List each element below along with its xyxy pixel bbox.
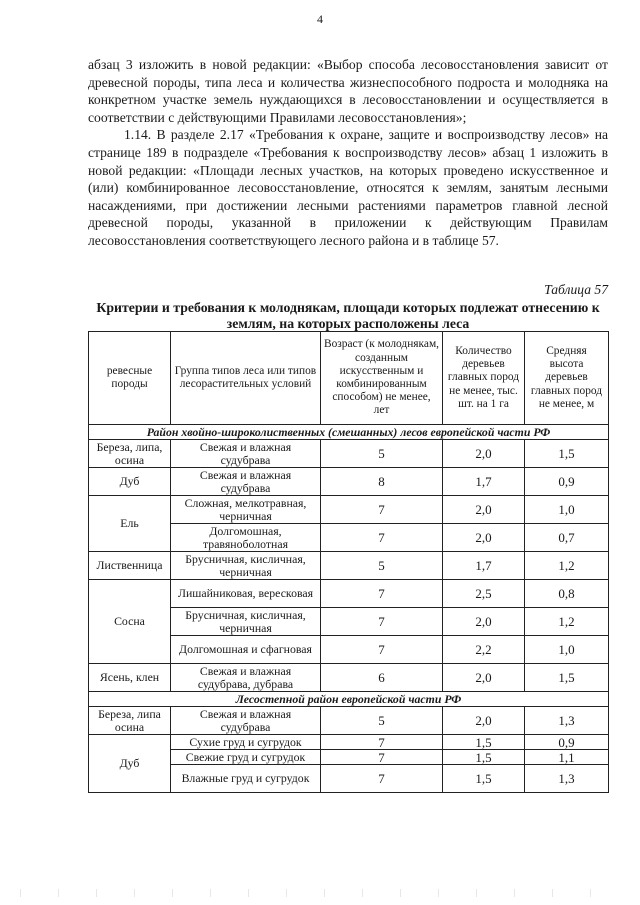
forest-type-cell: Брусничная, кисличная, черничная bbox=[171, 608, 321, 636]
forest-type-cell: Долгомошная, травяноболотная bbox=[171, 524, 321, 552]
page-number: 4 bbox=[317, 12, 323, 26]
count-cell: 1,5 bbox=[443, 735, 525, 750]
table-row bbox=[89, 468, 609, 496]
height-cell: 0,8 bbox=[525, 580, 609, 608]
height-cell: 1,5 bbox=[525, 440, 609, 468]
forest-type-cell: Свежая и влажная судубрава, дубрава bbox=[171, 664, 321, 692]
body-text bbox=[88, 56, 608, 250]
count-cell: 2,2 bbox=[443, 636, 525, 664]
table-header-row bbox=[89, 332, 609, 425]
forest-type-cell: Долгомошная и сфагновая bbox=[171, 636, 321, 664]
count-cell: 1,5 bbox=[443, 765, 525, 793]
age-cell: 7 bbox=[321, 496, 443, 524]
age-cell: 6 bbox=[321, 664, 443, 692]
age-cell: 7 bbox=[321, 580, 443, 608]
age-cell: 5 bbox=[321, 707, 443, 735]
paragraph: 1.14. В разделе 2.17 «Требования к охране, защите и воспроизводству лесов» на странице 189 в подразделе «Требования к воспроизводству лесов» абзац 1 изложить в новой редакции: «Площади лесных участков, на которых проведено искусственное и (или) комбинированное лесовосстановление, относятся к землям, занятым лесными насаждениями, при достижении лесными растениями параметров главной лесной древесной породы, указанной в приложении к действующим Правилам лесовосстановления соответствующего лесного района и в таблице 57. bbox=[88, 127, 608, 248]
species-cell: Береза, липа, осина bbox=[89, 440, 171, 468]
age-cell: 5 bbox=[321, 552, 443, 580]
height-cell: 1,2 bbox=[525, 608, 609, 636]
table-row bbox=[89, 664, 609, 692]
height-cell: 1,3 bbox=[525, 707, 609, 735]
species-cell: Береза, липа осина bbox=[89, 707, 171, 735]
count-cell: 2,0 bbox=[443, 524, 525, 552]
forest-type-cell: Лишайниковая, вересковая bbox=[171, 580, 321, 608]
table-row bbox=[89, 735, 609, 750]
species-cell: Ель bbox=[89, 496, 171, 552]
count-cell: 2,0 bbox=[443, 664, 525, 692]
species-cell: Лиственница bbox=[89, 552, 171, 580]
height-cell: 1,0 bbox=[525, 636, 609, 664]
forest-type-cell: Свежая и влажная судубрава bbox=[171, 440, 321, 468]
header-tree-count: Количество деревьев главных пород не менее, тыс. шт. на 1 га bbox=[443, 332, 525, 425]
height-cell: 1,5 bbox=[525, 664, 609, 692]
height-cell: 1,3 bbox=[525, 765, 609, 793]
age-cell: 5 bbox=[321, 440, 443, 468]
age-cell: 8 bbox=[321, 468, 443, 496]
region-heading: Район хвойно-широколиственных (смешанных) лесов европейской части РФ bbox=[89, 425, 609, 440]
species-cell: Дуб bbox=[89, 468, 171, 496]
header-species: ревесные породы bbox=[89, 332, 171, 425]
species-cell: Дуб bbox=[89, 735, 171, 793]
count-cell: 2,0 bbox=[443, 707, 525, 735]
age-cell: 7 bbox=[321, 750, 443, 765]
age-cell: 7 bbox=[321, 636, 443, 664]
table-row bbox=[89, 440, 609, 468]
table-row bbox=[89, 552, 609, 580]
paragraph: абзац 3 изложить в новой редакции: «Выбор способа лесовосстановления зависит от древесной породы, типа леса и количества жизнеспособного подроста и молодняка на конкретном участке земель нуждающихся в лесовосстановлении и осуществляется в соответствии с действующими Правилами лесовосстановления»; bbox=[88, 57, 608, 125]
table-caption: Таблица 57 bbox=[544, 282, 608, 297]
count-cell: 2,5 bbox=[443, 580, 525, 608]
age-cell: 7 bbox=[321, 608, 443, 636]
species-cell: Сосна bbox=[89, 580, 171, 664]
species-cell: Ясень, клен bbox=[89, 664, 171, 692]
height-cell: 0,9 bbox=[525, 735, 609, 750]
age-cell: 7 bbox=[321, 765, 443, 793]
forest-type-cell: Свежая и влажная судубрава bbox=[171, 707, 321, 735]
forest-type-cell: Брусничная, кисличная, черничная bbox=[171, 552, 321, 580]
forest-type-cell: Свежие груд и сугрудок bbox=[171, 750, 321, 765]
region-row bbox=[89, 692, 609, 707]
height-cell: 1,1 bbox=[525, 750, 609, 765]
header-avg-height: Средняя высота деревьев главных пород не менее, м bbox=[525, 332, 609, 425]
table-row bbox=[89, 496, 609, 524]
height-cell: 0,7 bbox=[525, 524, 609, 552]
age-cell: 7 bbox=[321, 524, 443, 552]
age-cell: 7 bbox=[321, 735, 443, 750]
forest-type-cell: Сложная, мелкотравная, черничная bbox=[171, 496, 321, 524]
scan-noise-strip bbox=[20, 889, 620, 897]
count-cell: 2,0 bbox=[443, 496, 525, 524]
count-cell: 2,0 bbox=[443, 608, 525, 636]
count-cell: 2,0 bbox=[443, 440, 525, 468]
height-cell: 0,9 bbox=[525, 468, 609, 496]
forest-type-cell: Сухие груд и сугрудок bbox=[171, 735, 321, 750]
header-forest-type: Группа типов леса или типов лесорастительных условий bbox=[171, 332, 321, 425]
header-age: Возраст (к молоднякам, созданным искусственным и комбинированным способом) не менее, лет bbox=[321, 332, 443, 425]
table-row bbox=[89, 707, 609, 735]
height-cell: 1,0 bbox=[525, 496, 609, 524]
forest-type-cell: Влажные груд и сугрудок bbox=[171, 765, 321, 793]
height-cell: 1,2 bbox=[525, 552, 609, 580]
table-title: Критерии и требования к молоднякам, площади которых подлежат отнесению к землям, на которых расположены леса bbox=[96, 300, 600, 331]
count-cell: 1,5 bbox=[443, 750, 525, 765]
forest-type-cell: Свежая и влажная судубрава bbox=[171, 468, 321, 496]
criteria-table bbox=[88, 331, 609, 793]
count-cell: 1,7 bbox=[443, 468, 525, 496]
region-heading: Лесостепной район европейской части РФ bbox=[89, 692, 609, 707]
region-row bbox=[89, 425, 609, 440]
count-cell: 1,7 bbox=[443, 552, 525, 580]
table-row bbox=[89, 580, 609, 608]
